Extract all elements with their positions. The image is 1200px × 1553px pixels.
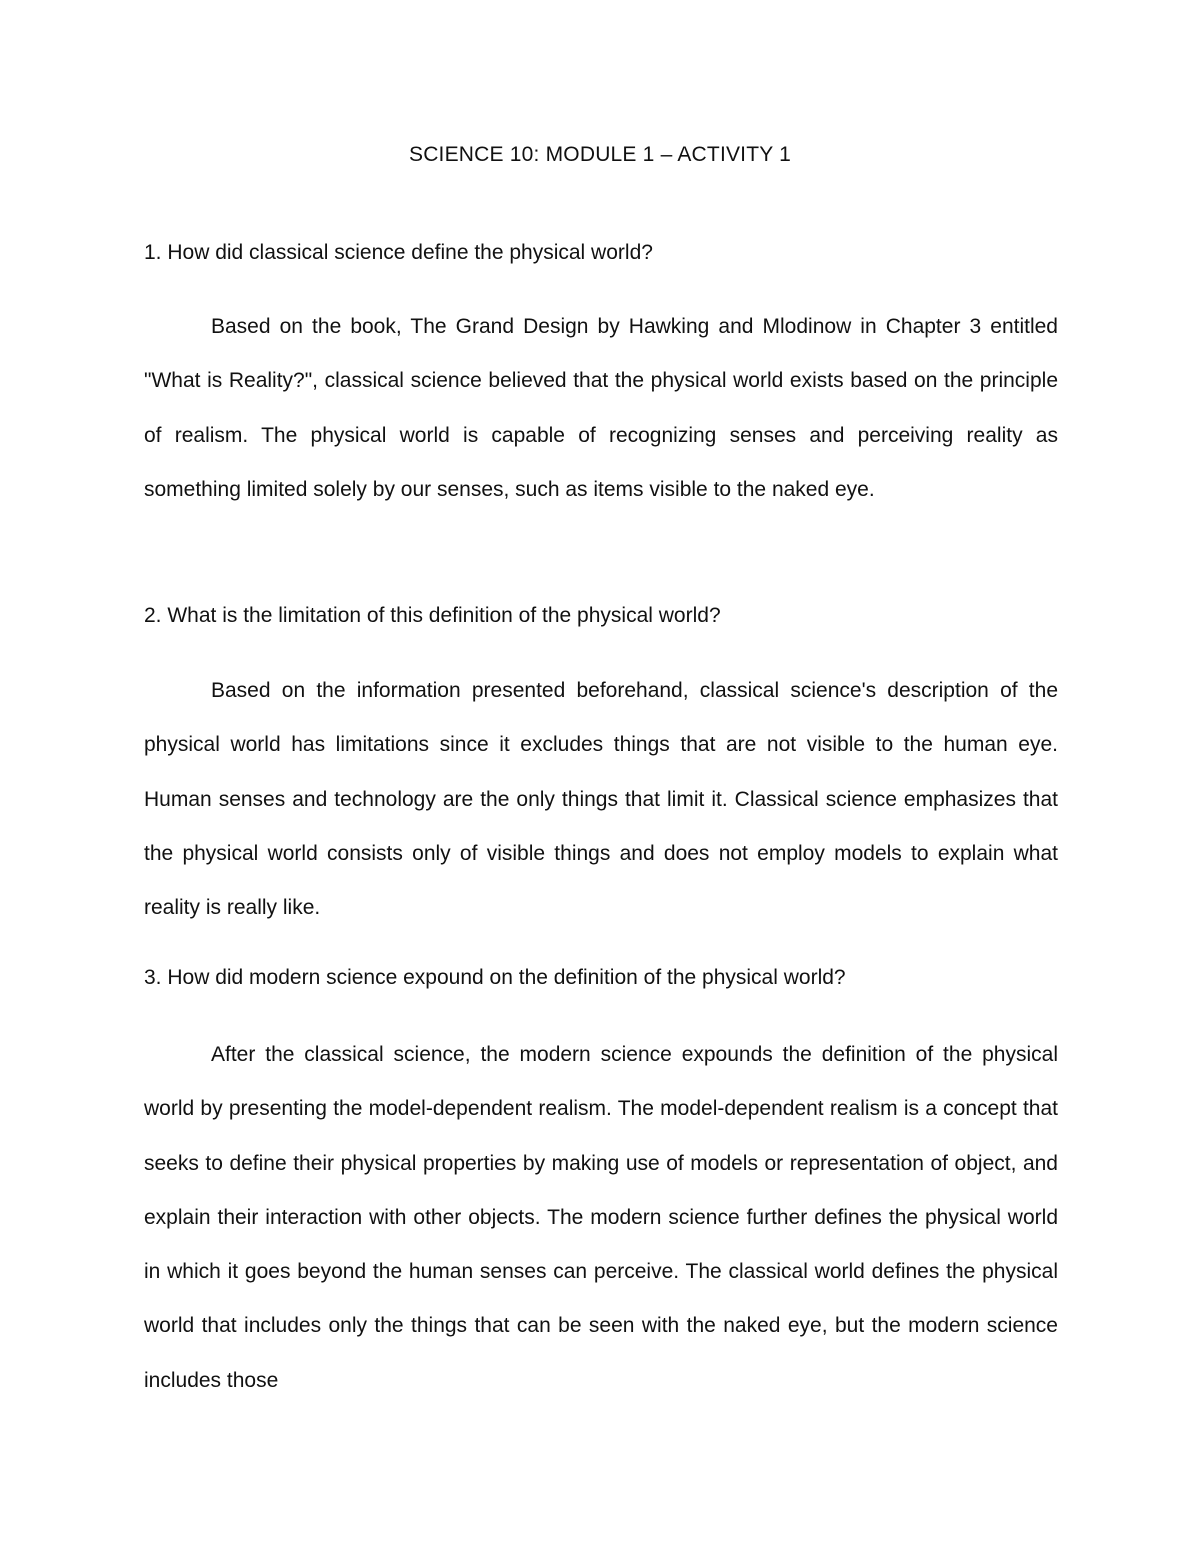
question-1: 1. How did classical science define the physical world? [144,241,653,264]
answer-3: After the classical science, the modern science expounds the definition of the physical world by presenting the model-dependent realism. The model-dependent realism is a concept that seeks to define their physical properties by making use of models or representation of object, and explain their interaction with other objects. The modern science further defines the physical world in which it goes beyond the human senses can perceive. The classical world defines the physical world that includes only the things that can be seen with the naked eye, but the modern science includes those [144,1043,1058,1392]
document-title: SCIENCE 10: MODULE 1 – ACTIVITY 1 [408,143,791,166]
question-3: 3. How did modern science expound on the definition of the physical world? [144,966,846,989]
question-2: 2. What is the limitation of this definition of the physical world? [144,604,721,627]
answer-1: Based on the book, The Grand Design by Hawking and Mlodinow in Chapter 3 entitled "What is Reality?", classical science believed that the physical world exists based on the principle of realism. The physical world is capable of recognizing senses and perceiving reality as something limited solely by our senses, such as items visible to the naked eye. [144,315,1058,501]
answer-2: Based on the information presented beforehand, classical science's description of the physical world has limitations since it excludes things that are not visible to the human eye. Human senses and technology are the only things that limit it. Classical science emphasizes that the physical world consists only of visible things and does not employ models to explain what reality is really like. [144,679,1058,920]
